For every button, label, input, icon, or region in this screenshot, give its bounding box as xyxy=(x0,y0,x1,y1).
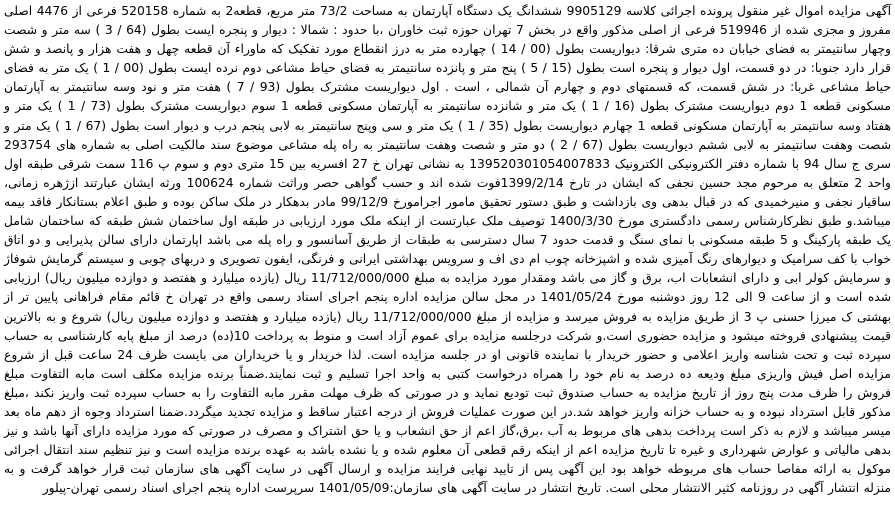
auction-notice-text: آگهی مزایده اموال غیر منقول پرونده اجرائی کلاسه 9905129 ششدانگ یک دستگاه آپارتمان به مساحت 73/2 متر مربع، قطعه2 به شماره 520158 فرعی از 4476 اصلی مفروز و مجزی شده از 519946 فرعی از اصلی مذکور واقع در بخش 7 تهران حوزه ثبت خاوران ،با حدود : شمالا : دیوار و پنجره ایست بطول (64 / 3 ) سه متر و شصت وچهار سانتیمتر به فضای خیابان ده متری شرقا: دیواریست بطول (00 / 14 ) چهارده متر به درز انقطاع مورد تفکیک که ماوراء آن قطعه چهل و هفت هزار و پانصد و شش قرار دارد جنوبا: در دو قسمت، اول دیوار و پنجره است بطول (15 / 5 ) پنج متر و پانزده سانتیمتر به فضای حیاط مشاعی دوم نرده ایست بطول (00 / 1 ) یک متر به فضای حیاط مشاعی غربا: در شش قسمت، که قسمتهای دوم و چهارم آن شمالی ، است . اول دیواریست مشترک بطول (93 / 7 ) هفت متر و نود وسه سانتیمتر به آپارتمان مسکونی قطعه 1 دوم دیواریست مشترک بطول (16 / 1 ) یک متر و شانزده سانتیمتر به آپارتمان مسکونی قطعه 1 سوم دیواریست مشترک بطول (73 / 1 ) یک متر و هفتاد وسه سانتیمتر به آپارتمان مسکونی قطعه 1 چهارم دیواریست بطول (35 / 1 ) یک متر و سی وپنج سانتیمتر به لابی پنجم درب و دیوار است بطول (67 / 1 ) یک متر و شصت وهفت سانتیمتر به لابی ششم دیواریست بطول (67 / 2 ) دو متر و شصت وهفت سانتیمتر به راه پله مشاعی موضوع سند مالکیت اصلی به شماره های 293754 سری ج سال 94 با شماره دفتر الکترونیکی الکترونیک 139520301054007833 به نشانی تهران خ 27 افسریه بین 15 متری دوم و سوم پ 116 سمت شرقی طبقه اول واحد 2 متعلق به مرحوم مجد حسین نجفی که ایشان در تارخ 1399/2/14فوت شده اند و حسب گواهی حصر وراثت شماره 100624 ورثه ایشان عبارتند ازژهره زمانی، ساقیار نجفی و منیرخمیدی که در قبال بدهی وی بازداشت و طبق دستور تحقیق مامور اجرامورخ 99/12/9 مادر بدهکار در ملک ساکن بوده و طبق اعلام بستانکار فاقد بیمه میباشد.و طبق نظرکارشناس رسمی دادگستری مورخ 1400/3/30 توصیف ملک عبارتست از اینکه ملک مورد ارزیابی در طبقه اول ساختمان شش طبقه که ساختمان شامل یک طبقه پارکینگ و 5 طبقه مسکونی با نمای سنگ و قدمت حدود 7 سال دسترسی به طبقات از طریق آسانسور و راه پله می باشد اپارتمان دارای سالن پذیرایی و دو اتاق خواب با کف سرامیک و دیوارهای رنگ آمیزی شده و اشپزخانه چوب ام دی اف و سرویس بهداشتی ایرانی و فرنگی، ایفون تصویری و دربهای چوبی و سیستم گرمایش شوفاژ و سرمایش کولر ابی و دارای انشعابات اب، برق و گاز می باشد ومقدار مورد مزایده به مبلغ 11/712/000/000 ریال (یازده میلیارد و هفتصد و دوازده میلیون ریال) ارزیابی شده است و از ساعت 9 الی 12 روز دوشنبه مورخ 1401/05/24 در محل سالن مزایده اداره پنجم اجرای اسناد رسمی واقع در تهران خ قائم مقام فراهانی پایین تر از بهشتی ک میرزا حسنی پ 3 از طریق مزایده به فروش میرسد و مزایده از مبلغ 11/712/000/000 ریال (یازده میلیارد و هفتصد و دوازده میلیون ریال) شروع و به بالاترین قیمت پیشنهادی فروخته میشود و مزایده حضوری است.و شرکت درجلسه مزایده برای عموم آزاد است و منوط به پرداخت 10(ده) درصد از مبلغ پایه کارشناسی به حساب سپرده ثبت و تحت شناسه واریز اعلامی و حضور خریدار با نماینده قانونی او در جلسه مزایده است. لذا خریدار و یا خریداران می بایست ظرف 24 ساعت قبل از شروع مزایده اصل فیش واریزی مبلغ ودیعه ده درصد به نام خود را همراه درخواست کتبی به واحد اجرا تسلیم و ثبت نمایند.ضمناً برنده مزایده مکلف است مابه التفاوت مبلغ فروش را ظرف مدت پنج روز از تاریخ مزایده به حساب صندوق ثبت تودیع نماید و در صورتی که ظرف مهلت مقرر مابه التفاوت را به حساب سپرده ثبت واریز نکند ،مبلغ مذکور قابل استرداد نبوده و به حساب خزانه واریز خواهد شد.در این صورت عملیات فروش از درجه اعتبار ساقط و مزایده تجدید میگردد.ضمنا استرداد وجوه از دهم ماه بعد میسر میباشد و لازم به ذکر است پرداخت بدهی های مربوط به آب ،برق،گاز اعم از حق انشعاب و یا حق اشتراک و مصرف در صورتی که مورد مزایده دارای آنها باشد و نیز بدهی مالیاتی و عوارض شهرداری و غیره تا تاریخ مزایده اعم از اینکه رقم قطعی آن معلوم شده و یا نشده باشد به عهده برنده مزایده است و نیز تنظیم سند انتقال اجرائی موکول به ارائه مفاصا حساب های مربوطه خواهد بود این آگهی پس از تایید نهایی فرایند مزایده و ارسال آگهی در سایت آگهی های سازمان ثبت قرار خواهد گرفت و به منزله انتشار آگهی در روزنامه کثیر الانتشار محلی است. تاریخ انتشار در سایت آگهی های سازمان:1401/05/09 سرپرست اداره پنجم اجرای اسناد رسمی تهران-پیلور xyxy=(4,4,892,496)
